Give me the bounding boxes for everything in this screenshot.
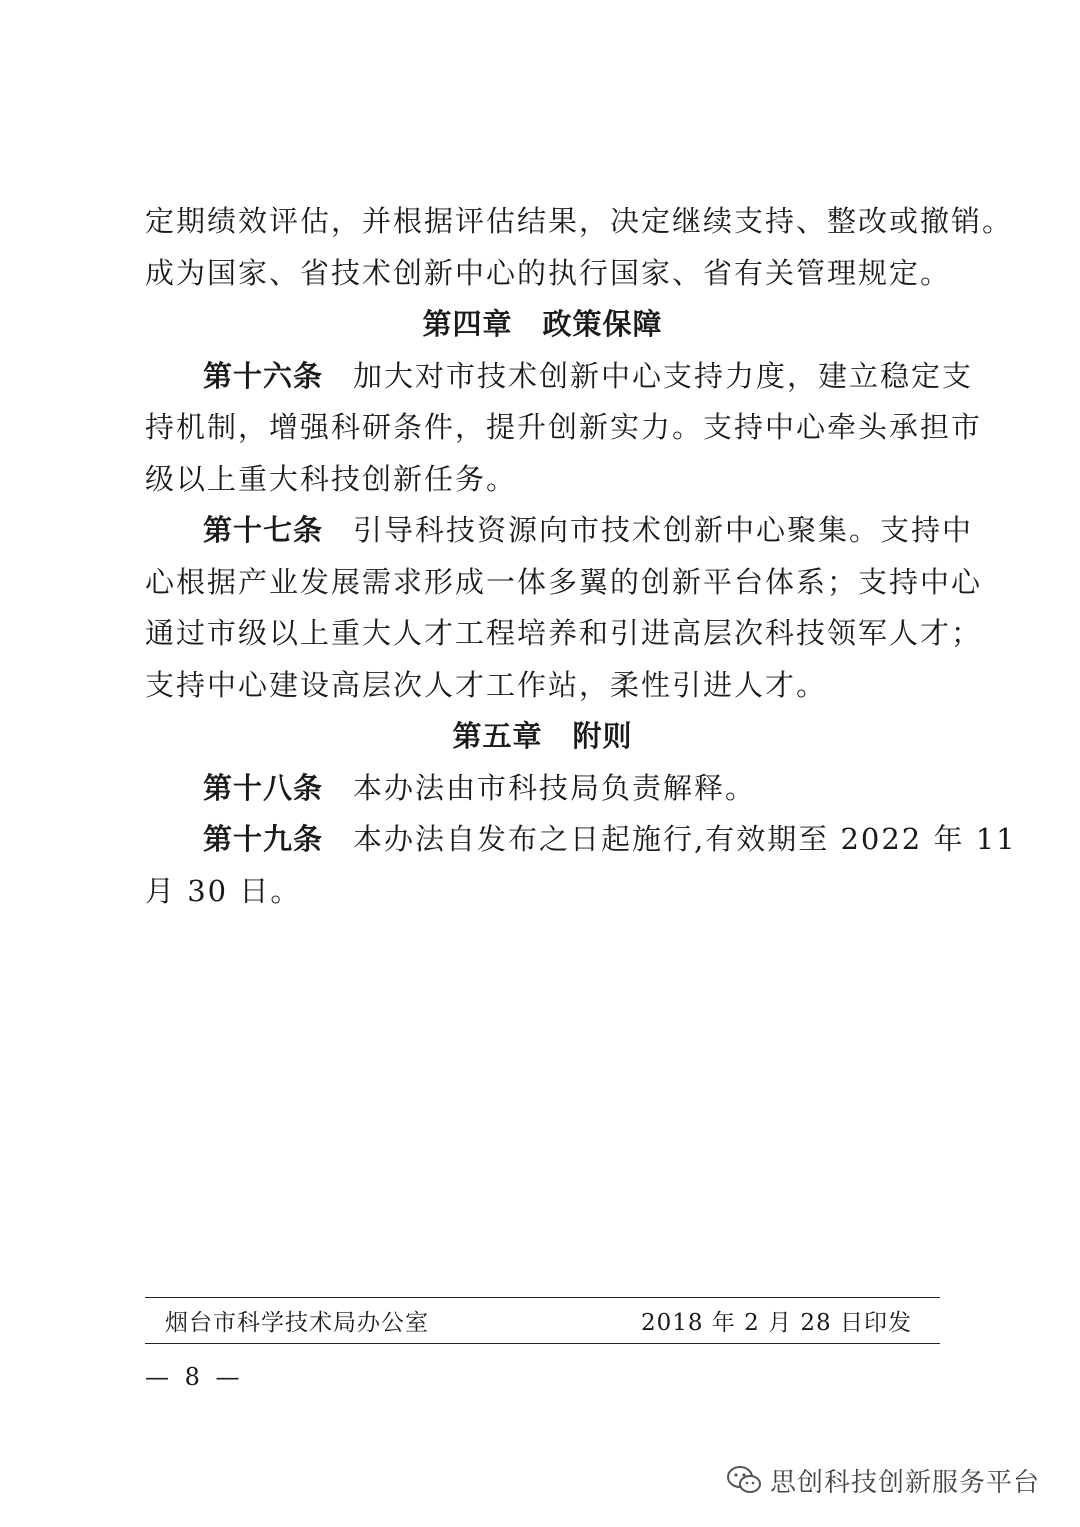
chapter-5-title: 附则: [572, 719, 633, 753]
article-18-line-1: [145, 763, 940, 815]
chapter-5-number: 第五章: [452, 719, 543, 753]
article-17-title: 第十七条: [203, 513, 324, 547]
article-17-line-1: [145, 505, 974, 557]
article-17-line-2: 心根据产业发展需求形成一体多翼的创新平台体系；支持中心: [145, 564, 983, 599]
chapter-4-number: 第四章: [422, 307, 513, 341]
page-number: — 8 —: [145, 1363, 244, 1391]
watermark: [726, 1462, 1040, 1498]
document-body: [145, 196, 1017, 917]
chapter-4-heading: [145, 299, 940, 351]
footer-bottom-rule: [145, 1343, 940, 1344]
article-18-title: 第十八条: [203, 770, 324, 805]
article-19-text-1: 本办法自发布之日起施行,有效期至 2022 年 11: [353, 822, 1017, 856]
article-17-text-1: 引导科技资源向市技术创新中心聚集。支持中: [353, 513, 974, 547]
wechat-icon: [726, 1465, 762, 1495]
article-16-line-2: 持机制，增强科研条件，提升创新实力。支持中心牵头承担市: [145, 410, 983, 444]
footer-issue-date: 2018 年 2 月 28 日印发: [641, 1310, 912, 1336]
article-17-line-3: 通过市级以上重大人才工程培养和引进高层次科技领军人才；: [145, 616, 983, 650]
article-16-line-3: 级以上重大科技创新任务。: [145, 461, 518, 496]
article-19-title: 第十九条: [203, 822, 324, 856]
continuation-line-2: 成为国家、省技术创新中心的执行国家、省有关管理规定。: [145, 255, 952, 290]
footer-top-rule: [145, 1297, 940, 1298]
chapter-5-heading: [145, 711, 940, 763]
watermark-text: 思创科技创新服务平台: [769, 1467, 1040, 1498]
article-19-line-1: [145, 814, 1017, 866]
article-19-line-2: 月 30 日。: [145, 873, 302, 908]
article-16-text-1: 加大对市技术创新中心支持力度，建立稳定支: [353, 358, 974, 393]
chapter-4-title: 政策保障: [542, 307, 663, 341]
article-16-title: 第十六条: [203, 358, 324, 393]
continuation-line-1: 定期绩效评估，并根据评估结果，决定继续支持、整改或撤销。: [145, 204, 1014, 238]
article-16-line-1: [145, 351, 974, 403]
article-17-line-4: 支持中心建设高层次人才工作站，柔性引进人才。: [145, 667, 828, 702]
article-18-text-1: 本办法由市科技局负责解释。: [353, 770, 757, 805]
footer-issuer: 烟台市科学技术局办公室: [165, 1310, 429, 1336]
footer-issue-row: [145, 1300, 940, 1340]
